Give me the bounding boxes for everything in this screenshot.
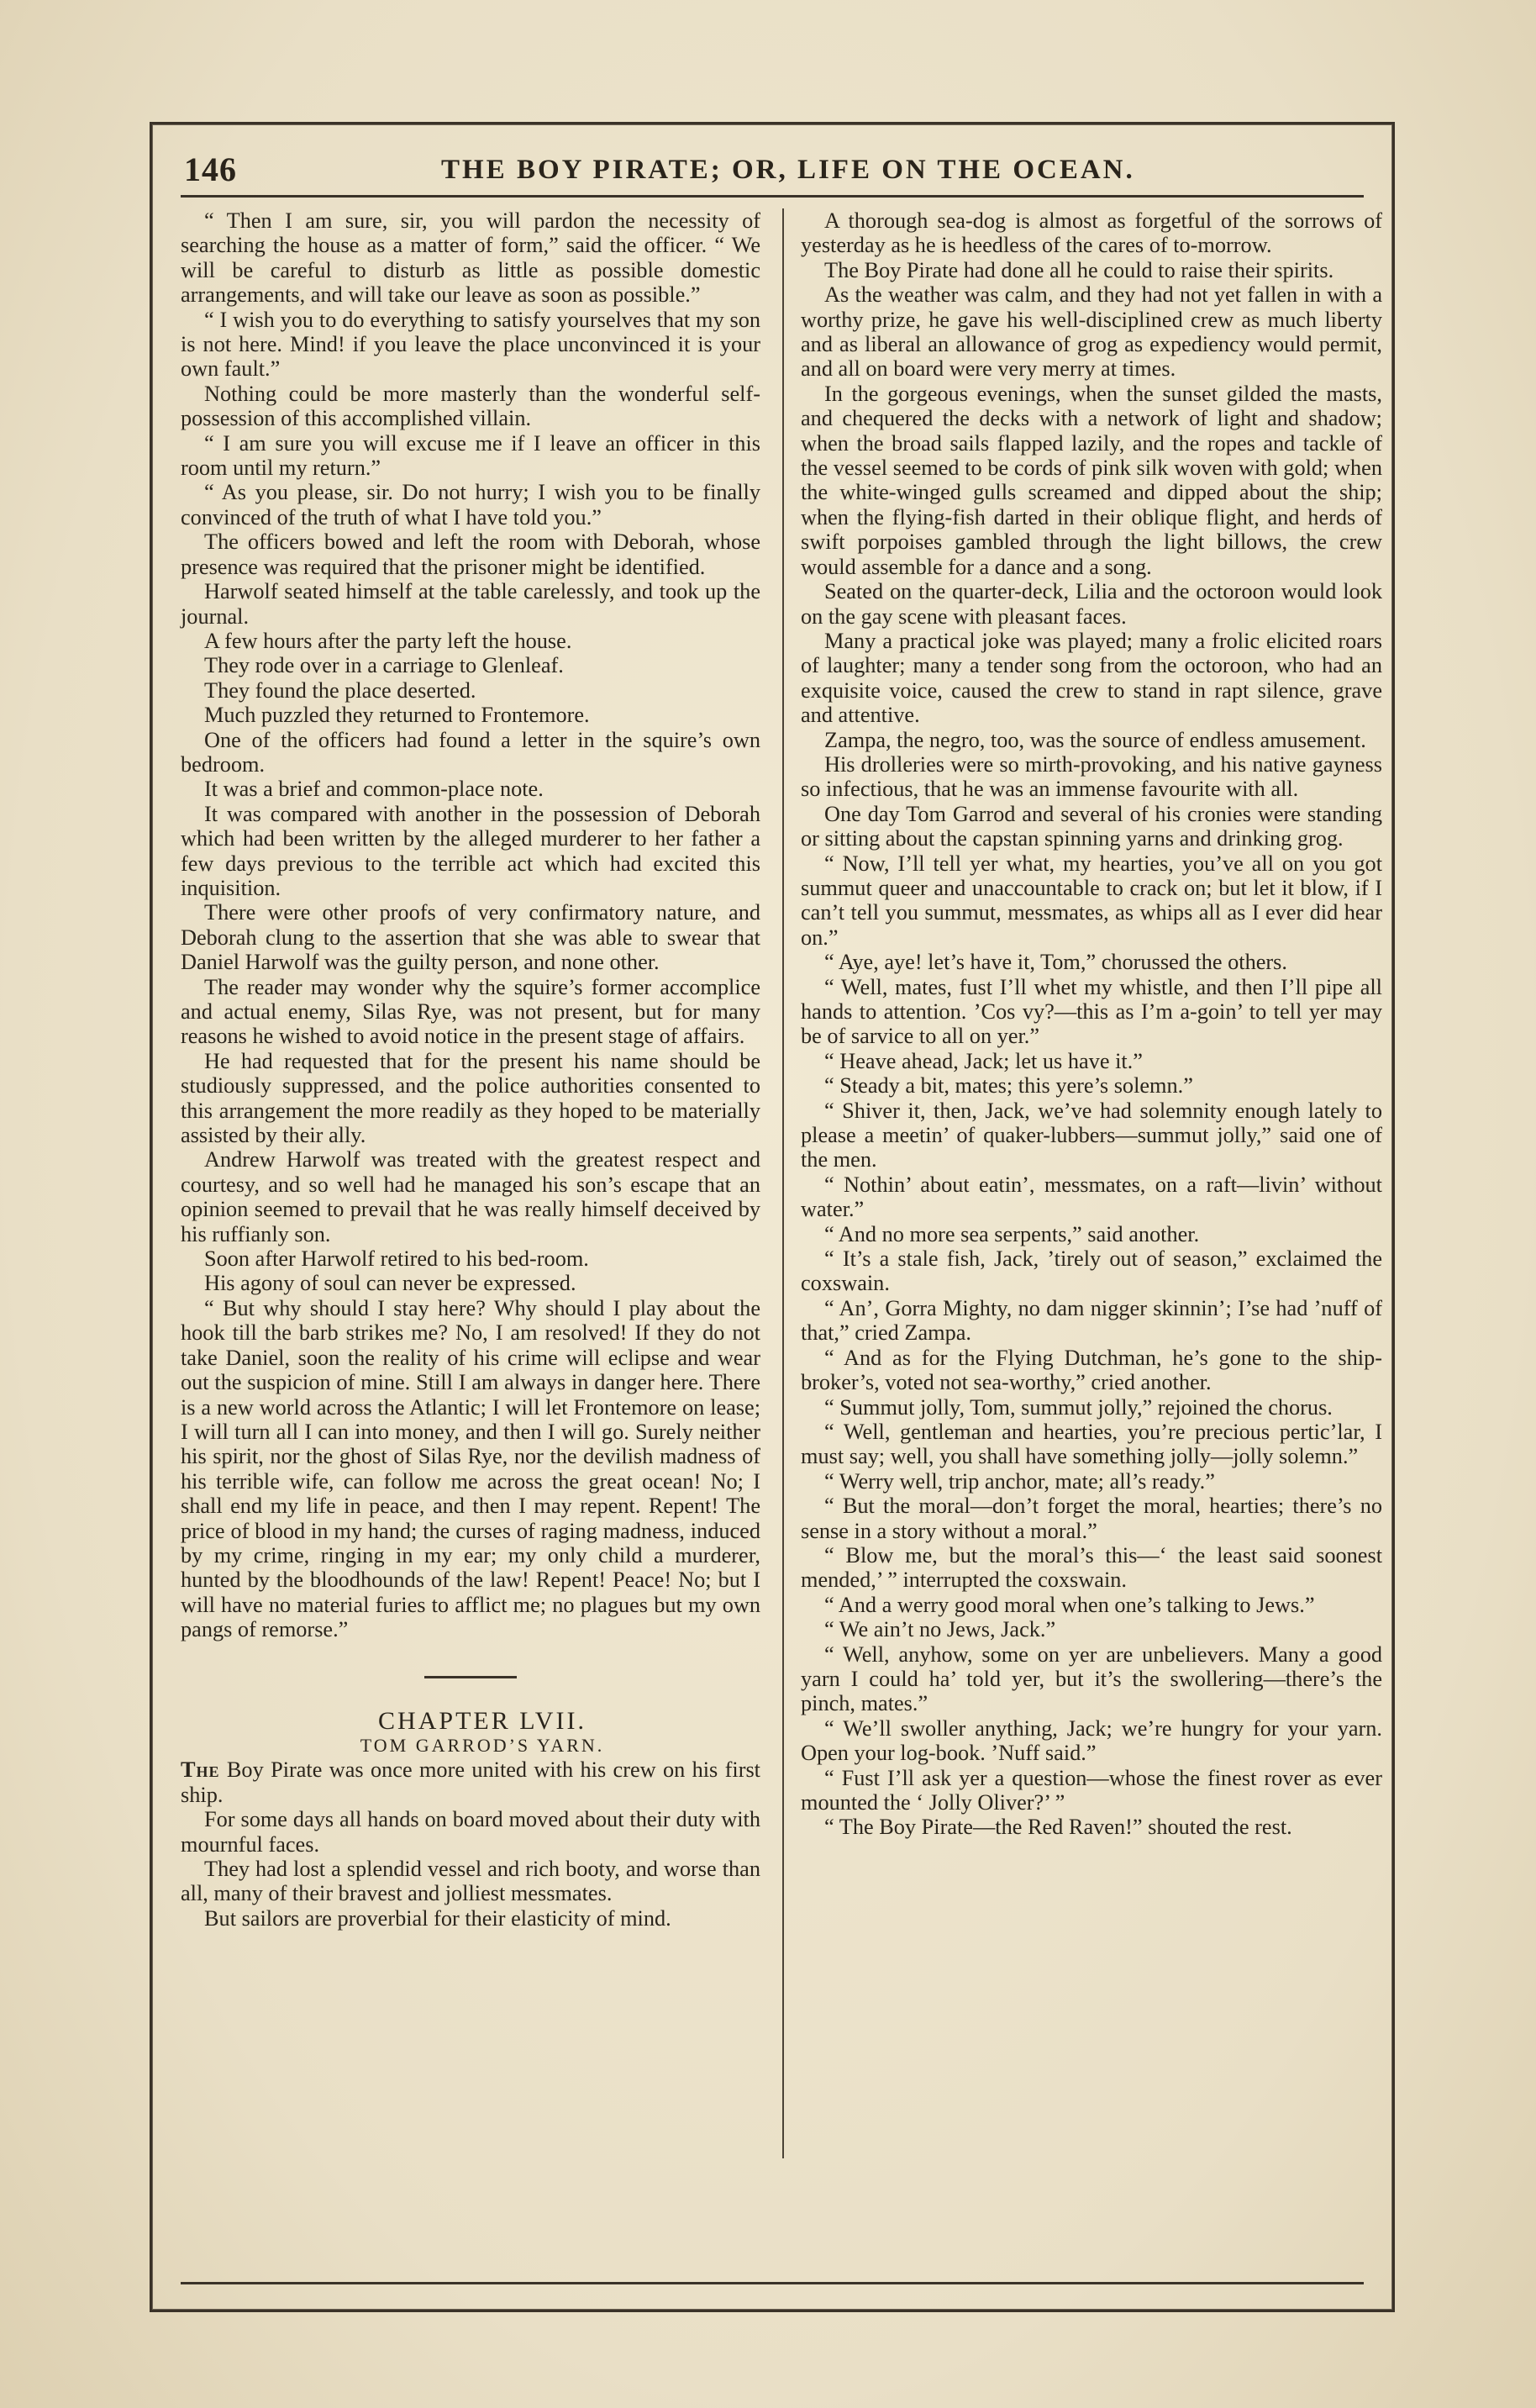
- paragraph: They rode over in a carriage to Glenleaf.: [204, 653, 564, 678]
- paragraph: “ Steady a bit, mates; this yere’s solemn.”: [824, 1073, 1193, 1099]
- paragraph: But sailors are proverbial for their elasticity of mind.: [204, 1905, 671, 1931]
- right-column-paragraphs: [801, 208, 1382, 1840]
- paragraph: “ I wish you to do everything to satisfy yourselves that my son is not here. Mind! if you leave the place unconvinced it is your own fault.”: [181, 307, 760, 382]
- paragraph: “ But the moral—don’t forget the moral, hearties; there’s no sense in a story without a moral.”: [801, 1494, 1382, 1543]
- chapter-separator-rule: [424, 1676, 517, 1678]
- paragraph: One of the officers had found a letter in the squire’s own bedroom.: [181, 727, 760, 777]
- paragraph: Much puzzled they returned to Frontemore.: [204, 703, 590, 728]
- paragraph: “ And a werry good moral when one’s talking to Jews.”: [824, 1592, 1315, 1617]
- paragraph: “ Heave ahead, Jack; let us have it.”: [824, 1048, 1143, 1073]
- paragraph: For some days all hands on board moved about their duty with mournful faces.: [181, 1807, 760, 1857]
- paragraph: A thorough sea-dog is almost as forgetful of the sorrows of yesterday as he is heedless of the cares of to-morrow.: [801, 208, 1382, 258]
- chapter-subtitle: TOM GARROD’S YARN.: [360, 1734, 605, 1756]
- bottom-rule: [181, 2282, 1364, 2284]
- column-divider: [782, 208, 784, 2158]
- paragraph: “ As you please, sir. Do not hurry; I wish you to be finally convinced of the truth of what I have told you.”: [181, 480, 760, 530]
- paragraph: His drolleries were so mirth-provoking, and his native gayness so infectious, that he was an immense favourite with all.: [801, 751, 1382, 802]
- paragraph: He had requested that for the present his name should be studiously suppressed, and the police authorities consented to this arrangement the more readily as they hoped to be materially assisted by their ally.: [181, 1048, 760, 1148]
- paragraph: The officers bowed and left the room with Deborah, whose presence was required that the prisoner might be identified.: [181, 530, 760, 579]
- right-column: [801, 208, 1382, 1840]
- paragraph: “ Well, mates, fust I’ll whet my whistle, and then I’ll pipe all hands to attention. ’Cos vy?—this as I’m a-goin’ to tell yer may be of sarvice to all on yer.”: [801, 974, 1382, 1049]
- paragraph: “ Summut jolly, Tom, summut jolly,” rejoined the chorus.: [824, 1394, 1333, 1420]
- paragraph: Andrew Harwolf was treated with the greatest respect and courtesy, and so well had he managed his son’s escape that an opinion seemed to prevail that he was really himself deceived by his ruffianly son.: [181, 1147, 760, 1246]
- paragraph: “ Now, I’ll tell yer what, my hearties, you’ve all on you got summut queer and unaccountable to crack on; but let it blow, if I can’t tell you summut, messmates, as whips all as I ever did hear on.”: [801, 851, 1382, 950]
- paragraph: There were other proofs of very confirmatory nature, and Deborah clung to the assertion that she was able to swear that Daniel Harwolf was the guilty person, and none other.: [181, 900, 760, 975]
- page-number: 146: [184, 150, 237, 188]
- running-title: THE BOY PIRATE; OR, LIFE ON THE OCEAN.: [441, 155, 1135, 185]
- paragraph: The reader may wonder why the squire’s former accomplice and actual enemy, Silas Rye, was not present, but for many reasons he wished to avoid notice in the present stage of affairs.: [181, 974, 760, 1049]
- paragraph: “ Nothin’ about eatin’, messmates, on a raft—livin’ without water.”: [801, 1172, 1382, 1222]
- paragraph: “ I am sure you will excuse me if I leave an officer in this room until my return.”: [181, 430, 760, 481]
- paragraph: “ Then I am sure, sir, you will pardon the necessity of searching the house as a matter of form,” said the officer. “ We will be careful to disturb as little as possible domestic arrangements, and will take our leave as soon as possible.”: [181, 208, 760, 308]
- paragraph: “ We ain’t no Jews, Jack.”: [824, 1617, 1056, 1642]
- paragraph: “ And as for the Flying Dutchman, he’s gone to the ship-broker’s, voted not sea-worthy,” cried another.: [801, 1345, 1382, 1395]
- chapter-first-paragraph-text: Boy Pirate was once more united with his crew on his first ship.: [181, 1757, 760, 1807]
- paragraph: “ Werry well, trip anchor, mate; all’s ready.”: [824, 1468, 1215, 1494]
- paragraph: “ But why should I stay here? Why should I play about the hook till the barb strikes me? No, I am resolved! If they do not take Daniel, soon the reality of his crime will eclipse and wear out the suspicion of mine. Still I am always in danger here. There is a new world across the Atlantic; I will let Frontemore on lease; I will turn all I can into money, and then I will go. Surely neither his spirit, nor the ghost of Silas Rye, nor the devilish madness of his terrible wife, can follow me across the great ocean! No; I shall end my life in peace, and then I may repent. Repent! The price of blood in my hand; the curses of raging madness, induced by my crime, ringing in my ear; my only child a murderer, hunted by the bloodhounds of the law! Repent! Peace! No; but I will have no material furies to afflict me; no plagues but my own pangs of remorse.”: [181, 1295, 760, 1642]
- paragraph: “ Shiver it, then, Jack, we’ve had solemnity enough lately to please a meetin’ of quaker-lubbers—summut jolly,” said one of the men.: [801, 1098, 1382, 1172]
- page-header: [181, 140, 1364, 198]
- paragraph: “ And no more sea serpents,” said another.: [824, 1221, 1200, 1246]
- left-column: [181, 208, 760, 1931]
- chapter-lead-word: The: [181, 1757, 220, 1783]
- paragraph: “ Well, gentleman and hearties, you’re precious pertic’lar, I must say; well, you shall have something jolly—jolly solemn.”: [801, 1419, 1382, 1469]
- paragraph: “ The Boy Pirate—the Red Raven!” shouted the rest.: [824, 1815, 1292, 1840]
- page-frame: [150, 122, 1395, 2312]
- paragraph: The Boy Pirate had done all he could to raise their spirits.: [824, 257, 1334, 282]
- paragraph: “ Aye, aye! let’s have it, Tom,” chorussed the others.: [824, 950, 1287, 975]
- paragraph: “ Well, anyhow, some on yer are unbelievers. Many a good yarn I could ha’ told yer, but it’s the swollering—there’s the pinch, mates.”: [801, 1641, 1382, 1716]
- paragraph: A few hours after the party left the house.: [204, 628, 572, 653]
- paragraph: His agony of soul can never be expressed.: [204, 1271, 576, 1296]
- paragraph: It was a brief and common-place note.: [204, 777, 544, 802]
- chapter-heading: CHAPTER LVII.: [378, 1706, 587, 1735]
- paragraph: Harwolf seated himself at the table carelessly, and took up the journal.: [181, 579, 760, 629]
- paragraph: Seated on the quarter-deck, Lilia and the octoroon would look on the gay scene with pleasant faces.: [801, 579, 1382, 629]
- left-column-paragraphs: [181, 208, 760, 1642]
- paragraph: “ We’ll swoller anything, Jack; we’re hungry for your yarn. Open your log-book. ’Nuff said.”: [801, 1715, 1382, 1766]
- paragraph: “ Fust I’ll ask yer a question—whose the finest rover as ever mounted the ‘ Jolly Oliver?’ ”: [801, 1765, 1382, 1815]
- paragraph: “ An’, Gorra Mighty, no dam nigger skinnin’; I’se had ’nuff of that,” cried Zampa.: [801, 1295, 1382, 1346]
- paragraph: “ It’s a stale fish, Jack, ’tirely out of season,” exclaimed the coxswain.: [801, 1246, 1382, 1296]
- chapter-first-paragraph: [181, 1757, 760, 1807]
- paragraph: It was compared with another in the possession of Deborah which had been written by the alleged murderer to her father a few days previous to the terrible act which had excited this inquisition.: [181, 801, 760, 900]
- paragraph: In the gorgeous evenings, when the sunset gilded the masts, and chequered the decks with a network of light and shadow; when the broad sails flapped lazily, and the ropes and tackle of the vessel seemed to be cords of pink silk woven with gold; when the white-winged gulls screamed and dipped about the ship; when the flying-fish darted in their oblique flight, and herds of swift porpoises gambled through the light billows, the crew would assemble for a dance and a song.: [801, 381, 1382, 579]
- paragraph: Zampa, the negro, too, was the source of endless amusement.: [824, 727, 1366, 752]
- paragraph: “ Blow me, but the moral’s this—‘ the least said soonest mended,’ ” interrupted the coxswain.: [801, 1542, 1382, 1593]
- paragraph: They found the place deserted.: [204, 677, 476, 703]
- paragraph: They had lost a splendid vessel and rich booty, and worse than all, many of their bravest and jolliest messmates.: [181, 1857, 760, 1906]
- paragraph: Soon after Harwolf retired to his bed-room.: [204, 1246, 589, 1272]
- paragraph: Many a practical joke was played; many a frolic elicited roars of laughter; many a tender song from the octoroon, who had an exquisite voice, caused the crew to stand in rapt silence, grave and attentive.: [801, 628, 1382, 728]
- paragraph: Nothing could be more masterly than the wonderful self-possession of this accomplished villain.: [181, 381, 760, 431]
- paragraph: One day Tom Garrod and several of his cronies were standing or sitting about the capstan spinning yarns and drinking grog.: [801, 801, 1382, 851]
- chapter-paragraphs: [181, 1807, 760, 1931]
- paragraph: As the weather was calm, and they had not yet fallen in with a worthy prize, he gave his well-disciplined crew as much liberty and as liberal an allowance of grog as expediency would permit, and all on board were very merry at times.: [801, 282, 1382, 382]
